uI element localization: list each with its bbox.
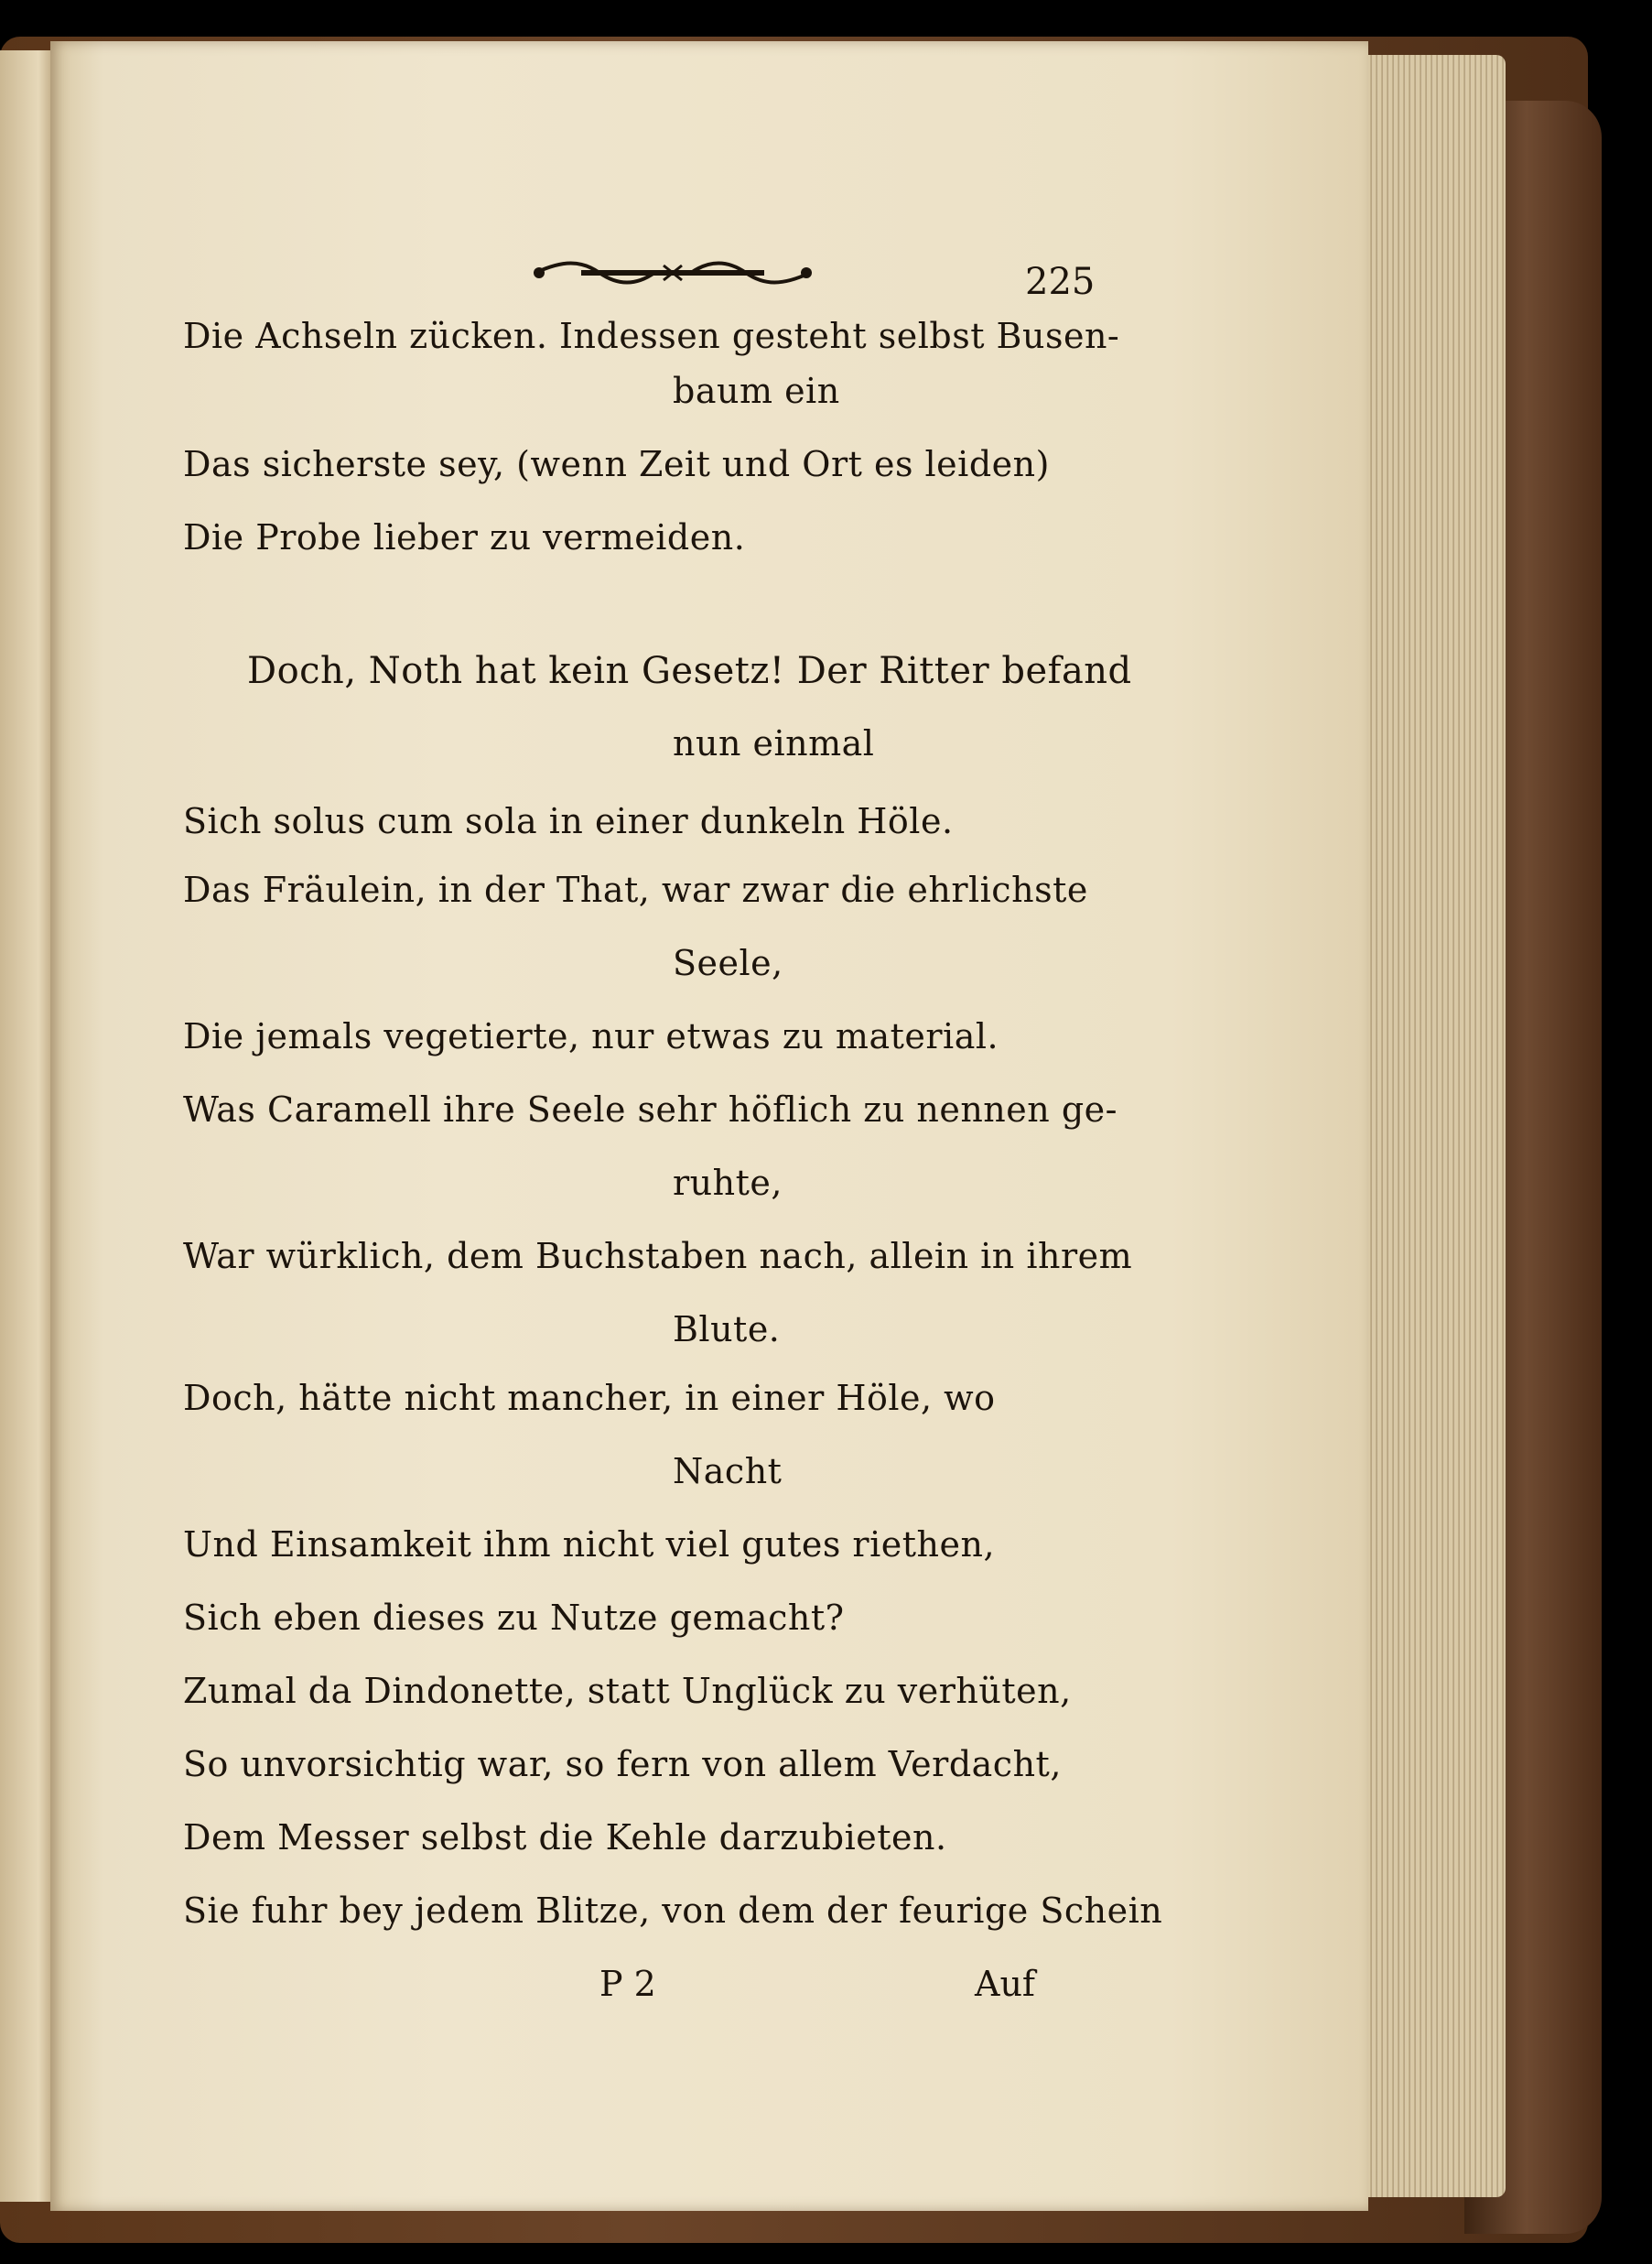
text-line: nun einmal — [673, 723, 875, 764]
text-line: Zumal da Dindonette, statt Unglück zu verhüten, — [183, 1671, 1072, 1711]
text-line: Und Einsamkeit ihm nicht viel gutes riethen, — [183, 1524, 996, 1565]
text-line: Die Achseln zücken. Indessen gesteht selbst Busen- — [183, 316, 1120, 356]
text-line: Sie fuhr bey jedem Blitze, von dem der feurige Schein — [183, 1890, 1163, 1931]
page-number: 225 — [1025, 261, 1096, 303]
text-line: Sich solus cum sola in einer dunkeln Höle. — [183, 801, 954, 841]
page-block-edges — [1345, 55, 1506, 2197]
text-line: War würklich, dem Buchstaben nach, allein in ihrem — [183, 1236, 1133, 1276]
text-line: Dem Messer selbst die Kehle darzubieten. — [183, 1817, 947, 1858]
text-line: So unvorsichtig war, so fern von allem Verdacht, — [183, 1744, 1062, 1784]
text-line: Die Probe lieber zu vermeiden. — [183, 517, 746, 558]
text-line: Was Caramell ihre Seele sehr höflich zu nennen ge- — [183, 1089, 1118, 1130]
text-line: baum ein — [673, 371, 840, 411]
catchword: Auf — [975, 1964, 1035, 2004]
text-line: Blute. — [673, 1309, 781, 1349]
text-line: Das sicherste sey, (wenn Zeit und Ort es leiden) — [183, 444, 1050, 484]
signature-mark: P 2 — [599, 1964, 656, 2004]
facing-page-edge — [0, 50, 55, 2202]
text-line: Das Fräulein, in der That, war zwar die ehrlichste — [183, 870, 1088, 910]
ornament-icon — [526, 256, 819, 289]
text-line: Sich eben dieses zu Nutze gemacht? — [183, 1598, 845, 1638]
book-page — [50, 41, 1368, 2211]
text-line: Doch, hätte nicht mancher, in einer Höle, wo — [183, 1378, 996, 1418]
text-line: Doch, Noth hat kein Gesetz! Der Ritter befand — [247, 650, 1132, 692]
text-line: ruhte, — [673, 1163, 783, 1203]
text-line: Nacht — [673, 1451, 783, 1491]
text-line: Die jemals vegetierte, nur etwas zu material. — [183, 1016, 999, 1056]
text-line: Seele, — [673, 943, 783, 983]
